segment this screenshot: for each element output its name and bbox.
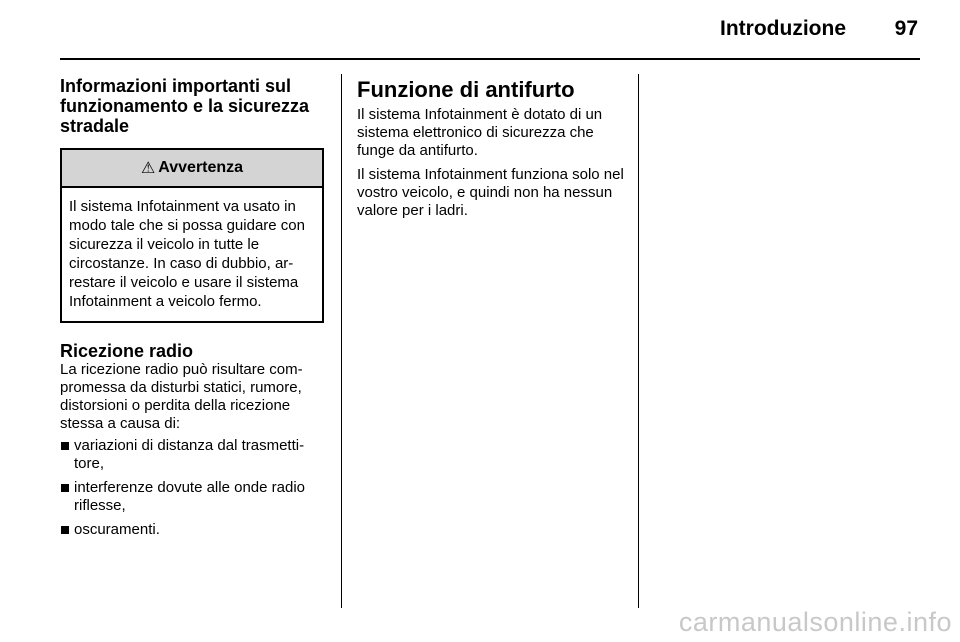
column-divider-left: [341, 74, 342, 608]
bullet-square-icon: [61, 526, 69, 534]
list-item-text: variazioni di distanza dal trasmetti-tore,: [74, 437, 305, 472]
section-title: Informazioni importanti sul funzionamento e la sicurezza stradale: [60, 76, 310, 136]
radio-paragraph: La ricezione radio può risultare com-promessa da disturbi statici, rumore, distorsioni o perdita della ricezione stessa a causa di:: [60, 361, 303, 432]
warning-text: Il sistema Infotainment va usato in modo tale che si possa guidare con sicurezza il veicolo in tutte le circostanze. In caso di dubbio, ar-restare il veicolo e usare il sistema Infotainment a veicolo fermo.: [69, 198, 305, 310]
list-item-text: oscuramenti.: [74, 521, 160, 538]
page-header-title: Introduzione: [720, 17, 846, 40]
column-divider-right: [638, 74, 639, 608]
left-column: [60, 76, 326, 545]
middle-column: [357, 78, 627, 220]
list-item-text: interferenze dovute alle onde radio riflesse,: [74, 479, 305, 514]
warning-title: Avvertenza: [158, 159, 244, 176]
list-item: [60, 521, 326, 539]
warning-triangle-icon: ⚠: [140, 160, 156, 177]
antitheft-title: Funzione di antifurto: [357, 77, 575, 102]
bullet-square-icon: [61, 442, 69, 450]
radio-section-title: Ricezione radio: [60, 341, 194, 361]
page-number: 97: [894, 17, 918, 40]
warning-header: [62, 150, 322, 188]
watermark: carmanualsonline.info: [678, 607, 952, 637]
antitheft-paragraph-2: Il sistema Infotainment funziona solo nel vostro veicolo, e quindi non ha nessun valore per i ladri.: [357, 166, 624, 219]
header-rule: [60, 58, 920, 60]
list-item: [60, 437, 326, 473]
list-item: [60, 479, 326, 515]
bullet-square-icon: [61, 484, 69, 492]
antitheft-paragraph-1: Il sistema Infotainment è dotato di un sistema elettronico di sicurezza che funge da antifurto.: [357, 106, 603, 159]
radio-bullet-list: [60, 437, 326, 539]
warning-box: [60, 148, 324, 323]
